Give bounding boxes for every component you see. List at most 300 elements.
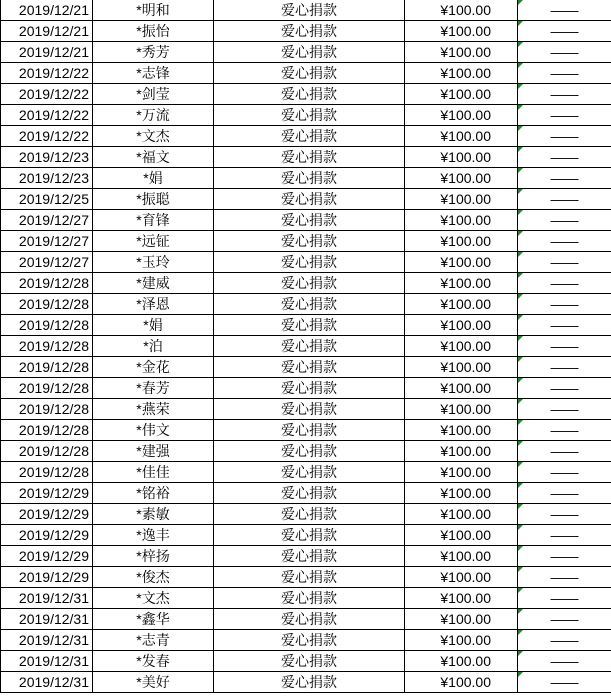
remark-cell[interactable] <box>518 294 611 315</box>
donor-name-cell-text: *佳佳 <box>136 464 170 480</box>
remark-cell-text: —— <box>550 191 579 207</box>
remark-cell[interactable] <box>518 483 611 504</box>
remark-cell-text: —— <box>550 2 579 18</box>
donor-name-cell[interactable] <box>93 189 214 210</box>
table-row[interactable] <box>1 504 611 525</box>
remark-cell[interactable] <box>518 168 611 189</box>
donor-name-cell[interactable] <box>93 378 214 399</box>
cell-flag-icon <box>518 294 523 299</box>
date-cell-text: 2019/12/29 <box>18 548 89 564</box>
donor-name-cell-text: *建强 <box>136 443 170 459</box>
table-row[interactable] <box>1 630 611 651</box>
date-cell[interactable] <box>1 147 93 168</box>
donor-name-cell[interactable] <box>93 441 214 462</box>
purpose-cell-text: 爱心捐款 <box>281 485 337 501</box>
amount-cell[interactable] <box>405 126 518 147</box>
donor-name-cell[interactable] <box>93 210 214 231</box>
cell-flag-icon <box>518 588 523 593</box>
amount-cell[interactable] <box>405 588 518 609</box>
amount-cell[interactable] <box>405 651 518 672</box>
table-row[interactable] <box>1 378 611 399</box>
amount-cell[interactable] <box>405 231 518 252</box>
table-row[interactable] <box>1 105 611 126</box>
remark-cell[interactable] <box>518 441 611 462</box>
remark-cell[interactable] <box>518 546 611 567</box>
remark-cell-text: —— <box>550 86 579 102</box>
date-cell[interactable] <box>1 609 93 630</box>
amount-cell[interactable] <box>405 252 518 273</box>
amount-cell-text: ¥100.00 <box>440 233 491 249</box>
date-cell-text: 2019/12/31 <box>18 611 89 627</box>
purpose-cell-text: 爱心捐款 <box>281 632 337 648</box>
purpose-cell-text: 爱心捐款 <box>281 191 337 207</box>
purpose-cell[interactable] <box>214 504 405 525</box>
date-cell-text: 2019/12/22 <box>18 86 89 102</box>
cell-flag-icon <box>518 399 523 404</box>
donor-name-cell-text: *建威 <box>136 275 170 291</box>
purpose-cell[interactable] <box>214 462 405 483</box>
donor-name-cell[interactable] <box>93 504 214 525</box>
date-cell[interactable] <box>1 336 93 357</box>
table-row[interactable] <box>1 189 611 210</box>
table-row[interactable] <box>1 462 611 483</box>
remark-cell[interactable] <box>518 126 611 147</box>
remark-cell[interactable] <box>518 504 611 525</box>
date-cell-text: 2019/12/27 <box>18 212 89 228</box>
donor-name-cell-text: *伟文 <box>136 422 170 438</box>
purpose-cell[interactable] <box>214 315 405 336</box>
purpose-cell[interactable] <box>214 546 405 567</box>
table-row[interactable] <box>1 672 611 693</box>
donor-name-cell-text: *玉玲 <box>136 254 170 270</box>
date-cell[interactable] <box>1 546 93 567</box>
purpose-cell-text: 爱心捐款 <box>281 380 337 396</box>
purpose-cell-text: 爱心捐款 <box>281 44 337 60</box>
purpose-cell-text: 爱心捐款 <box>281 674 337 690</box>
amount-cell[interactable] <box>405 441 518 462</box>
donor-name-cell[interactable] <box>93 126 214 147</box>
remark-cell-text: —— <box>550 149 579 165</box>
date-cell[interactable] <box>1 651 93 672</box>
amount-cell[interactable] <box>405 189 518 210</box>
cell-flag-icon <box>518 525 523 530</box>
amount-cell[interactable] <box>405 210 518 231</box>
amount-cell[interactable] <box>405 315 518 336</box>
purpose-cell[interactable] <box>214 588 405 609</box>
remark-cell[interactable] <box>518 336 611 357</box>
remark-cell-text: —— <box>550 443 579 459</box>
remark-cell[interactable] <box>518 147 611 168</box>
table-row[interactable] <box>1 231 611 252</box>
remark-cell[interactable] <box>518 462 611 483</box>
date-cell[interactable] <box>1 378 93 399</box>
amount-cell-text: ¥100.00 <box>440 2 491 18</box>
purpose-cell[interactable] <box>214 273 405 294</box>
amount-cell[interactable] <box>405 462 518 483</box>
purpose-cell[interactable] <box>214 231 405 252</box>
date-cell-text: 2019/12/28 <box>18 275 89 291</box>
amount-cell[interactable] <box>405 42 518 63</box>
purpose-cell[interactable] <box>214 42 405 63</box>
donor-name-cell[interactable] <box>93 0 214 21</box>
date-cell[interactable] <box>1 231 93 252</box>
date-cell[interactable] <box>1 420 93 441</box>
amount-cell-text: ¥100.00 <box>440 422 491 438</box>
remark-cell[interactable] <box>518 651 611 672</box>
donor-name-cell-text: *振怡 <box>136 23 170 39</box>
amount-cell-text: ¥100.00 <box>440 632 491 648</box>
amount-cell-text: ¥100.00 <box>440 107 491 123</box>
remark-cell[interactable] <box>518 63 611 84</box>
table-row[interactable] <box>1 441 611 462</box>
table-row[interactable] <box>1 399 611 420</box>
donor-name-cell[interactable] <box>93 315 214 336</box>
purpose-cell[interactable] <box>214 672 405 693</box>
donor-name-cell-text: *秀芳 <box>136 44 170 60</box>
amount-cell-text: ¥100.00 <box>440 401 491 417</box>
table-row[interactable] <box>1 252 611 273</box>
remark-cell-text: —— <box>550 506 579 522</box>
date-cell-text: 2019/12/28 <box>18 401 89 417</box>
date-cell-text: 2019/12/31 <box>18 632 89 648</box>
amount-cell[interactable] <box>405 84 518 105</box>
purpose-cell-text: 爱心捐款 <box>281 149 337 165</box>
remark-cell-text: —— <box>550 422 579 438</box>
table-row[interactable] <box>1 126 611 147</box>
amount-cell[interactable] <box>405 0 518 21</box>
amount-cell[interactable] <box>405 399 518 420</box>
remark-cell-text: —— <box>550 65 579 81</box>
table-row[interactable] <box>1 273 611 294</box>
date-cell[interactable] <box>1 567 93 588</box>
remark-cell-text: —— <box>550 611 579 627</box>
purpose-cell[interactable] <box>214 21 405 42</box>
amount-cell-text: ¥100.00 <box>440 380 491 396</box>
date-cell-text: 2019/12/31 <box>18 653 89 669</box>
cell-flag-icon <box>518 189 523 194</box>
donor-name-cell-text: *振聪 <box>136 191 170 207</box>
cell-flag-icon <box>518 147 523 152</box>
remark-cell[interactable] <box>518 420 611 441</box>
purpose-cell-text: 爱心捐款 <box>281 464 337 480</box>
donor-name-cell[interactable] <box>93 672 214 693</box>
amount-cell[interactable] <box>405 546 518 567</box>
amount-cell-text: ¥100.00 <box>440 611 491 627</box>
table-row[interactable] <box>1 42 611 63</box>
purpose-cell[interactable] <box>214 252 405 273</box>
remark-cell[interactable] <box>518 42 611 63</box>
date-cell[interactable] <box>1 525 93 546</box>
donor-name-cell[interactable] <box>93 84 214 105</box>
amount-cell[interactable] <box>405 378 518 399</box>
donor-name-cell[interactable] <box>93 567 214 588</box>
donor-name-cell[interactable] <box>93 231 214 252</box>
purpose-cell[interactable] <box>214 294 405 315</box>
purpose-cell[interactable] <box>214 0 405 21</box>
remark-cell[interactable] <box>518 273 611 294</box>
donor-name-cell[interactable] <box>93 651 214 672</box>
donor-name-cell[interactable] <box>93 42 214 63</box>
table-row[interactable] <box>1 567 611 588</box>
purpose-cell-text: 爱心捐款 <box>281 527 337 543</box>
amount-cell-text: ¥100.00 <box>440 317 491 333</box>
date-cell-text: 2019/12/28 <box>18 296 89 312</box>
amount-cell[interactable] <box>405 105 518 126</box>
amount-cell-text: ¥100.00 <box>440 254 491 270</box>
purpose-cell[interactable] <box>214 399 405 420</box>
date-cell[interactable] <box>1 462 93 483</box>
table-row[interactable] <box>1 21 611 42</box>
amount-cell-text: ¥100.00 <box>440 443 491 459</box>
cell-flag-icon <box>518 609 523 614</box>
remark-cell-text: —— <box>550 128 579 144</box>
amount-cell[interactable] <box>405 504 518 525</box>
date-cell[interactable] <box>1 294 93 315</box>
amount-cell-text: ¥100.00 <box>440 590 491 606</box>
remark-cell-text: —— <box>550 359 579 375</box>
amount-cell[interactable] <box>405 420 518 441</box>
purpose-cell-text: 爱心捐款 <box>281 65 337 81</box>
amount-cell-text: ¥100.00 <box>440 506 491 522</box>
donor-name-cell[interactable] <box>93 147 214 168</box>
donor-name-cell-text: *福文 <box>136 149 170 165</box>
donor-name-cell[interactable] <box>93 105 214 126</box>
donor-name-cell[interactable] <box>93 525 214 546</box>
purpose-cell-text: 爱心捐款 <box>281 569 337 585</box>
cell-flag-icon <box>518 420 523 425</box>
remark-cell[interactable] <box>518 399 611 420</box>
table-row[interactable] <box>1 420 611 441</box>
amount-cell[interactable] <box>405 525 518 546</box>
purpose-cell-text: 爱心捐款 <box>281 611 337 627</box>
remark-cell[interactable] <box>518 609 611 630</box>
amount-cell-text: ¥100.00 <box>440 128 491 144</box>
donor-name-cell[interactable] <box>93 483 214 504</box>
table-row[interactable] <box>1 315 611 336</box>
donor-name-cell[interactable] <box>93 21 214 42</box>
date-cell[interactable] <box>1 588 93 609</box>
remark-cell-text: —— <box>550 632 579 648</box>
table-row[interactable] <box>1 483 611 504</box>
purpose-cell[interactable] <box>214 210 405 231</box>
remark-cell-text: —— <box>550 233 579 249</box>
table-row[interactable] <box>1 147 611 168</box>
date-cell[interactable] <box>1 252 93 273</box>
purpose-cell[interactable] <box>214 336 405 357</box>
donation-rows <box>1 0 611 693</box>
table-row[interactable] <box>1 588 611 609</box>
donor-name-cell[interactable] <box>93 609 214 630</box>
table-row[interactable] <box>1 651 611 672</box>
donor-name-cell-text: *泽恩 <box>136 296 170 312</box>
date-cell[interactable] <box>1 672 93 693</box>
date-cell[interactable] <box>1 63 93 84</box>
remark-cell[interactable] <box>518 189 611 210</box>
purpose-cell[interactable] <box>214 105 405 126</box>
donor-name-cell[interactable] <box>93 357 214 378</box>
date-cell[interactable] <box>1 273 93 294</box>
purpose-cell[interactable] <box>214 609 405 630</box>
donor-name-cell[interactable] <box>93 168 214 189</box>
date-cell[interactable] <box>1 210 93 231</box>
remark-cell[interactable] <box>518 252 611 273</box>
purpose-cell[interactable] <box>214 147 405 168</box>
date-cell-text: 2019/12/28 <box>18 317 89 333</box>
table-row[interactable] <box>1 0 611 21</box>
cell-flag-icon <box>518 336 523 341</box>
date-cell-text: 2019/12/21 <box>18 2 89 18</box>
date-cell[interactable] <box>1 84 93 105</box>
purpose-cell-text: 爱心捐款 <box>281 653 337 669</box>
remark-cell-text: —— <box>550 107 579 123</box>
donor-name-cell-text: *明和 <box>136 2 170 18</box>
purpose-cell-text: 爱心捐款 <box>281 548 337 564</box>
date-cell-text: 2019/12/23 <box>18 170 89 186</box>
remark-cell[interactable] <box>518 21 611 42</box>
date-cell[interactable] <box>1 504 93 525</box>
donor-name-cell[interactable] <box>93 462 214 483</box>
purpose-cell[interactable] <box>214 630 405 651</box>
cell-flag-icon <box>518 168 523 173</box>
date-cell[interactable] <box>1 0 93 21</box>
amount-cell[interactable] <box>405 147 518 168</box>
remark-cell[interactable] <box>518 525 611 546</box>
purpose-cell[interactable] <box>214 357 405 378</box>
date-cell[interactable] <box>1 189 93 210</box>
remark-cell[interactable] <box>518 630 611 651</box>
date-cell-text: 2019/12/28 <box>18 464 89 480</box>
date-cell-text: 2019/12/21 <box>18 44 89 60</box>
remark-cell[interactable] <box>518 315 611 336</box>
remark-cell[interactable] <box>518 0 611 21</box>
date-cell-text: 2019/12/29 <box>18 485 89 501</box>
donor-name-cell-text: *娟 <box>143 317 163 333</box>
date-cell[interactable] <box>1 357 93 378</box>
amount-cell-text: ¥100.00 <box>440 212 491 228</box>
date-cell[interactable] <box>1 42 93 63</box>
donor-name-cell-text: *鑫华 <box>136 611 170 627</box>
cell-flag-icon <box>518 567 523 572</box>
remark-cell-text: —— <box>550 380 579 396</box>
purpose-cell[interactable] <box>214 189 405 210</box>
remark-cell[interactable] <box>518 588 611 609</box>
remark-cell[interactable] <box>518 357 611 378</box>
purpose-cell[interactable] <box>214 420 405 441</box>
purpose-cell[interactable] <box>214 63 405 84</box>
remark-cell[interactable] <box>518 231 611 252</box>
donor-name-cell[interactable] <box>93 420 214 441</box>
table-row[interactable] <box>1 63 611 84</box>
remark-cell[interactable] <box>518 210 611 231</box>
amount-cell[interactable] <box>405 567 518 588</box>
remark-cell[interactable] <box>518 84 611 105</box>
purpose-cell[interactable] <box>214 651 405 672</box>
donor-name-cell[interactable] <box>93 588 214 609</box>
remark-cell[interactable] <box>518 105 611 126</box>
date-cell[interactable] <box>1 105 93 126</box>
purpose-cell[interactable] <box>214 483 405 504</box>
amount-cell-text: ¥100.00 <box>440 569 491 585</box>
table-row[interactable] <box>1 609 611 630</box>
cell-flag-icon <box>518 210 523 215</box>
donor-name-cell[interactable] <box>93 399 214 420</box>
purpose-cell[interactable] <box>214 567 405 588</box>
table-row[interactable] <box>1 336 611 357</box>
donor-name-cell[interactable] <box>93 63 214 84</box>
amount-cell-text: ¥100.00 <box>440 86 491 102</box>
date-cell[interactable] <box>1 630 93 651</box>
amount-cell[interactable] <box>405 483 518 504</box>
remark-cell[interactable] <box>518 567 611 588</box>
donor-name-cell[interactable] <box>93 546 214 567</box>
donor-name-cell[interactable] <box>93 630 214 651</box>
date-cell[interactable] <box>1 441 93 462</box>
purpose-cell-text: 爱心捐款 <box>281 170 337 186</box>
table-row[interactable] <box>1 357 611 378</box>
purpose-cell[interactable] <box>214 378 405 399</box>
remark-cell-text: —— <box>550 44 579 60</box>
amount-cell[interactable] <box>405 672 518 693</box>
purpose-cell[interactable] <box>214 525 405 546</box>
date-cell[interactable] <box>1 315 93 336</box>
table-row[interactable] <box>1 210 611 231</box>
purpose-cell[interactable] <box>214 84 405 105</box>
amount-cell-text: ¥100.00 <box>440 170 491 186</box>
purpose-cell[interactable] <box>214 441 405 462</box>
date-cell[interactable] <box>1 168 93 189</box>
remark-cell-text: —— <box>550 296 579 312</box>
remark-cell-text: —— <box>550 485 579 501</box>
donor-name-cell[interactable] <box>93 336 214 357</box>
date-cell[interactable] <box>1 483 93 504</box>
date-cell-text: 2019/12/22 <box>18 65 89 81</box>
table-row[interactable] <box>1 294 611 315</box>
date-cell[interactable] <box>1 126 93 147</box>
amount-cell[interactable] <box>405 168 518 189</box>
amount-cell[interactable] <box>405 63 518 84</box>
donor-name-cell[interactable] <box>93 294 214 315</box>
amount-cell[interactable] <box>405 336 518 357</box>
amount-cell-text: ¥100.00 <box>440 44 491 60</box>
purpose-cell-text: 爱心捐款 <box>281 296 337 312</box>
amount-cell[interactable] <box>405 21 518 42</box>
table-row[interactable] <box>1 546 611 567</box>
remark-cell[interactable] <box>518 672 611 693</box>
remark-cell-text: —— <box>550 212 579 228</box>
purpose-cell[interactable] <box>214 126 405 147</box>
amount-cell-text: ¥100.00 <box>440 23 491 39</box>
date-cell[interactable] <box>1 21 93 42</box>
amount-cell[interactable] <box>405 357 518 378</box>
table-row[interactable] <box>1 168 611 189</box>
purpose-cell-text: 爱心捐款 <box>281 233 337 249</box>
donor-name-cell-text: *文杰 <box>136 128 170 144</box>
cell-flag-icon <box>518 483 523 488</box>
date-cell-text: 2019/12/29 <box>18 569 89 585</box>
amount-cell[interactable] <box>405 609 518 630</box>
donor-name-cell[interactable] <box>93 252 214 273</box>
table-row[interactable] <box>1 84 611 105</box>
remark-cell[interactable] <box>518 378 611 399</box>
purpose-cell[interactable] <box>214 168 405 189</box>
table-row[interactable] <box>1 525 611 546</box>
purpose-cell-text: 爱心捐款 <box>281 2 337 18</box>
amount-cell[interactable] <box>405 273 518 294</box>
amount-cell[interactable] <box>405 630 518 651</box>
amount-cell[interactable] <box>405 294 518 315</box>
donor-name-cell[interactable] <box>93 273 214 294</box>
date-cell[interactable] <box>1 399 93 420</box>
